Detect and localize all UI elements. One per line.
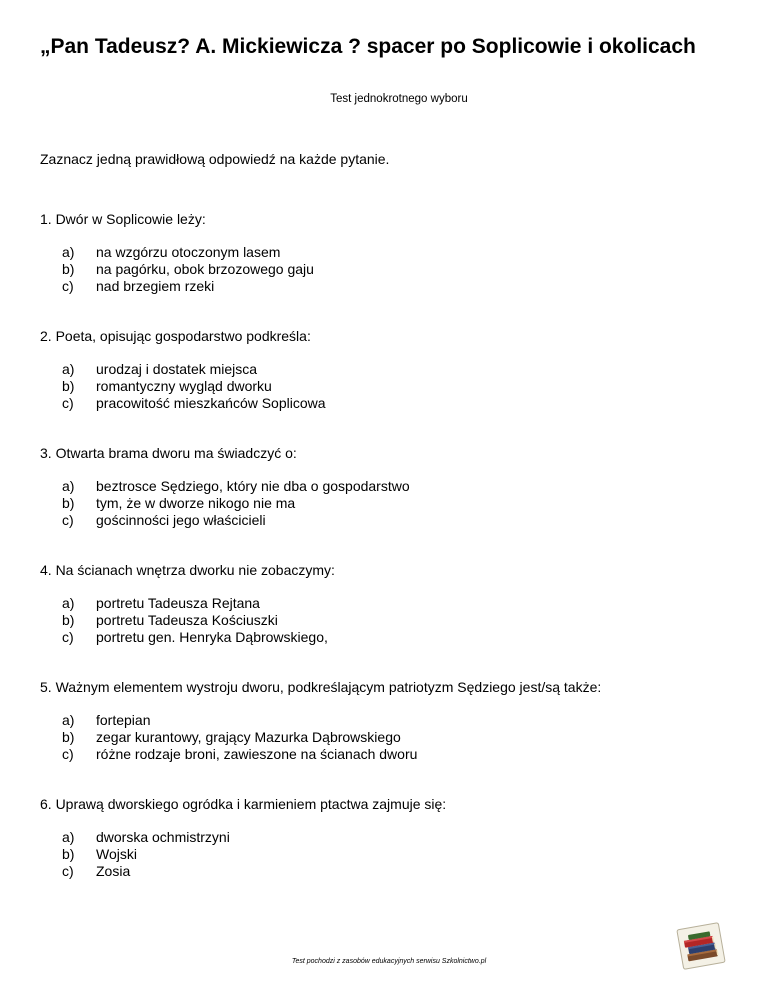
option-letter: b) <box>62 612 75 628</box>
answer-options <box>40 595 740 646</box>
question-text: 2. Poeta, opisując gospodarstwo podkreśla: <box>40 328 311 344</box>
option-text: gościnności jego właścicieli <box>96 512 266 528</box>
option-text: portretu gen. Henryka Dąbrowskiego, <box>96 629 328 645</box>
option-letter: c) <box>62 278 74 294</box>
option-letter: a) <box>62 478 75 494</box>
option-text: na wzgórzu otoczonym lasem <box>96 244 281 260</box>
option-text: urodzaj i dostatek miejsca <box>96 361 258 377</box>
question-text: 3. Otwarta brama dworu ma świadczyć o: <box>40 445 297 461</box>
answer-option-c[interactable] <box>62 746 740 763</box>
option-text: romantyczny wygląd dworku <box>96 378 272 394</box>
option-text: portretu Tadeusza Rejtana <box>96 595 260 611</box>
instruction-text: Zaznacz jedną prawidłową odpowiedź na każde pytanie. <box>40 151 390 167</box>
answer-options <box>40 244 740 295</box>
question-text: 1. Dwór w Soplicowie leży: <box>40 211 206 227</box>
question-4 <box>40 562 740 646</box>
option-text: Zosia <box>96 863 131 879</box>
option-letter: a) <box>62 829 75 845</box>
question-6 <box>40 796 740 880</box>
option-text: na pagórku, obok brzozowego gaju <box>96 261 314 277</box>
option-letter: a) <box>62 361 75 377</box>
question-text: 6. Uprawą dworskiego ogródka i karmieniem ptactwa zajmuje się: <box>40 796 447 812</box>
option-text: zegar kurantowy, grający Mazurka Dąbrowskiego <box>96 729 401 745</box>
question-2 <box>40 328 740 412</box>
answer-option-a[interactable] <box>62 595 740 612</box>
option-text: różne rodzaje broni, zawieszone na ścianach dworu <box>96 746 418 762</box>
option-letter: b) <box>62 729 75 745</box>
option-letter: b) <box>62 261 75 277</box>
answer-option-a[interactable] <box>62 829 740 846</box>
answer-option-a[interactable] <box>62 244 740 261</box>
option-letter: a) <box>62 712 75 728</box>
answer-option-a[interactable] <box>62 478 740 495</box>
question-text: 4. Na ścianach wnętrza dworku nie zobaczymy: <box>40 562 335 578</box>
option-letter: c) <box>62 863 74 879</box>
answer-options <box>40 829 740 880</box>
question-5 <box>40 679 740 763</box>
option-text: Wojski <box>96 846 137 862</box>
option-text: tym, że w dworze nikogo nie ma <box>96 495 296 511</box>
option-letter: b) <box>62 378 75 394</box>
page-title: „Pan Tadeusz? A. Mickiewicza ? spacer po Soplicowie i okolicach <box>40 35 696 58</box>
answer-option-c[interactable] <box>62 278 740 295</box>
question-3 <box>40 445 740 529</box>
option-letter: a) <box>62 595 75 611</box>
books-icon <box>676 922 726 970</box>
answer-option-c[interactable] <box>62 512 740 529</box>
option-text: dworska ochmistrzyni <box>96 829 230 845</box>
option-letter: c) <box>62 395 74 411</box>
answer-option-c[interactable] <box>62 629 740 646</box>
footer-source-note: Test pochodzi z zasobów edukacyjnych serwisu Szkolnictwo.pl <box>291 958 487 965</box>
answer-option-b[interactable] <box>62 261 740 278</box>
answer-options <box>40 478 740 529</box>
answer-option-b[interactable] <box>62 495 740 512</box>
answer-option-b[interactable] <box>62 846 740 863</box>
option-text: pracowitość mieszkańców Soplicowa <box>96 395 326 411</box>
option-letter: c) <box>62 512 74 528</box>
option-letter: c) <box>62 746 74 762</box>
answer-options <box>40 361 740 412</box>
option-letter: a) <box>62 244 75 260</box>
option-text: portretu Tadeusza Kościuszki <box>96 612 278 628</box>
answer-option-b[interactable] <box>62 378 740 395</box>
answer-option-b[interactable] <box>62 612 740 629</box>
answer-option-a[interactable] <box>62 712 740 729</box>
option-letter: c) <box>62 629 74 645</box>
subtitle: Test jednokrotnego wyboru <box>330 93 468 105</box>
answer-option-b[interactable] <box>62 729 740 746</box>
answer-option-a[interactable] <box>62 361 740 378</box>
option-letter: b) <box>62 846 75 862</box>
question-text: 5. Ważnym elementem wystroju dworu, podkreślającym patriotyzm Sędziego jest/są także: <box>40 679 602 695</box>
answer-options <box>40 712 740 763</box>
question-1 <box>40 211 740 295</box>
option-text: fortepian <box>96 712 151 728</box>
option-text: nad brzegiem rzeki <box>96 278 215 294</box>
answer-option-c[interactable] <box>62 863 740 880</box>
option-letter: b) <box>62 495 75 511</box>
option-text: beztrosce Sędziego, który nie dba o gospodarstwo <box>96 478 410 494</box>
answer-option-c[interactable] <box>62 395 740 412</box>
